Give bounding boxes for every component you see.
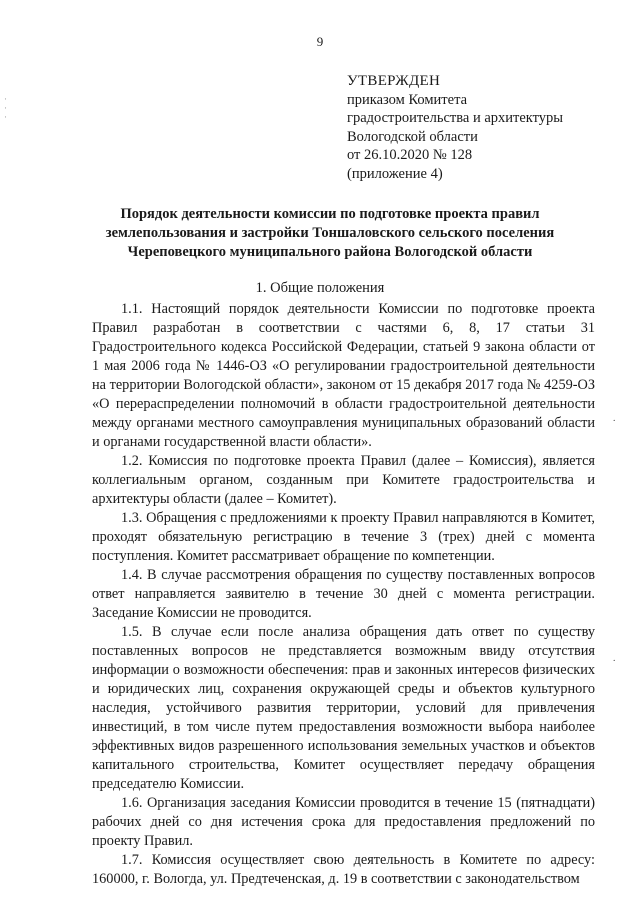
paragraph: 1.7. Комиссия осуществляет свою деятельность в Комитете по адресу: 160000, г. Вологда, ул. Предтеченская, д. 19 в соответствии с законодательством bbox=[92, 852, 595, 887]
paragraph: 1.4. В случае рассмотрения обращения по существу поставленных вопросов ответ направляется заявителю в течение 30 дней с момента регистрации. Заседание Комиссии не проводится. bbox=[92, 567, 595, 621]
approval-line: Вологодской области bbox=[347, 128, 478, 145]
approval-heading: УТВЕРЖДЕН bbox=[347, 73, 441, 89]
document-title: Порядок деятельности комиссии по подготовке проекта правил землепользования и застройки Тоншаловского сельского поселения Череповецкого муниципального района Вологодской области bbox=[105, 206, 555, 260]
paragraph: 1.5. В случае если после анализа обращения дать ответ по существу поставленных вопросов не представляется возможным ввиду отсутствия информации о возможности обеспечения: прав и законных интересов физических и юридических лиц, сохранения окружающей среды и объектов культурного наследия, устойчивого развития территории, условий для привлечения инвестиций, в том числе путем предоставления возможности выбора наиболее эффективных видов разрешенного использования земельных участков и объектов капитального строительства, Комитет осуществляет передачу обращения председателю Комиссии. bbox=[92, 624, 595, 792]
approval-line: приказом Комитета bbox=[347, 91, 468, 108]
page-number: 9 bbox=[316, 34, 324, 49]
paragraph: 1.1. Настоящий порядок деятельности Комиссии по подготовке проекта Правил разработан в соответствии с частями 6, 8, 17 статьи 31 Градостроительного кодекса Российской Федерации, статьей 9 закона области от 1 мая 2006 года № 1446-ОЗ «О регулировании градостроительной деятельности на территории Вологодской области», законом от 15 декабря 2017 года № 4259-ОЗ «О перераспределении полномочий в области градостроительной деятельности между органами местного самоуправления муниципальных образований области и органами государственной власти области». bbox=[92, 301, 595, 450]
approval-line: (приложение 4) bbox=[347, 165, 443, 182]
approval-line: градостроительства и архитектуры bbox=[347, 110, 564, 126]
paragraph: 1.2. Комиссия по подготовке проекта Правил (далее – Комиссия), является коллегиальным органом, созданным при Комитете градостроительства и архитектуры области (далее – Комитет). bbox=[92, 453, 595, 507]
scan-margin-mark: · · · bbox=[4, 94, 7, 122]
section-heading: 1. Общие положения bbox=[255, 280, 385, 296]
document-body bbox=[92, 300, 595, 889]
scan-margin-mark: · bbox=[612, 655, 616, 667]
scan-margin-mark: · bbox=[612, 415, 616, 427]
paragraph: 1.6. Организация заседания Комиссии проводится в течение 15 (пятнадцати) рабочих дней со дня истечения срока для предоставления предложений по проекту Правил. bbox=[92, 795, 595, 849]
approval-stamp bbox=[347, 72, 617, 183]
paragraph: 1.3. Обращения с предложениями к проекту Правил направляются в Комитет, проходят обязательную регистрацию в течение 3 (трех) дней с момента поступления. Комитет рассматривает обращение по компетенции. bbox=[92, 510, 595, 564]
approval-line: от 26.10.2020 № 128 bbox=[347, 147, 473, 163]
